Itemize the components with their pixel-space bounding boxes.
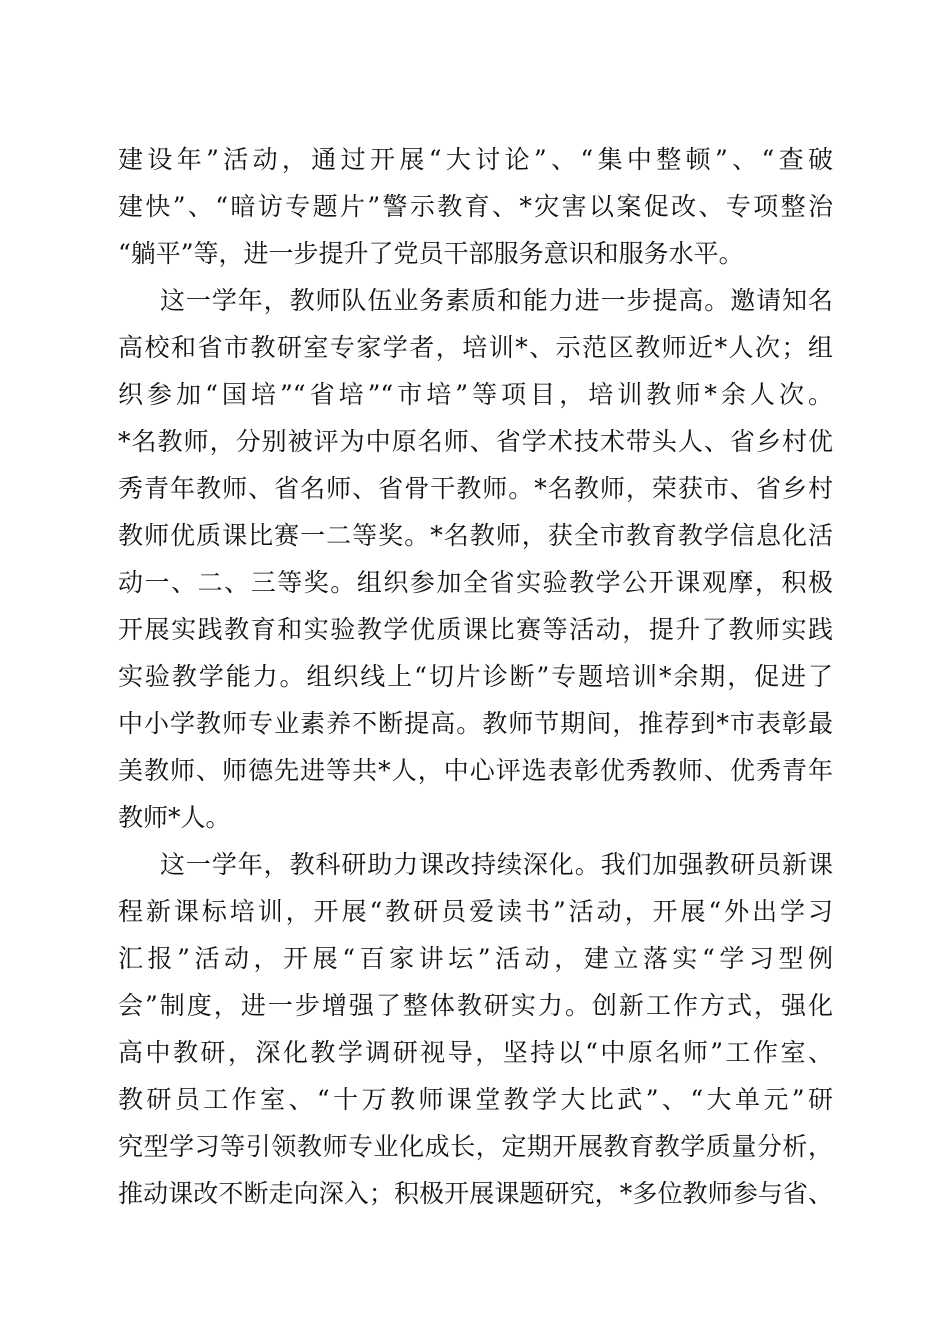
text-line: “躺平”等，进一步提升了党员干部服务意识和服务水平。 bbox=[118, 239, 744, 268]
text-line: 美教师、师德先进等共*人，中心评选表彰优秀教师、优秀青年 bbox=[118, 756, 833, 785]
text-line: *名教师，分别被评为中原名师、省学术技术带头人、省乡村优 bbox=[118, 427, 833, 456]
text-line: 教研员工作室、“十万教师课堂教学大比武”、“大单元”研 bbox=[118, 1085, 833, 1114]
text-line: 教师*人。 bbox=[118, 803, 231, 832]
text-line: 这一学年，教师队伍业务素质和能力进一步提高。邀请知名 bbox=[160, 286, 833, 315]
text-line: 高校和省市教研室专家学者，培训*、示范区教师近*人次；组 bbox=[118, 333, 833, 362]
text-line: 究型学习等引领教师专业化成长，定期开展教育教学质量分析， bbox=[118, 1132, 833, 1161]
text-line: 开展实践教育和实验教学优质课比赛等活动，提升了教师实践 bbox=[118, 615, 833, 644]
text-line: 高中教研，深化教学调研视导，坚持以“中原名师”工作室、 bbox=[118, 1038, 833, 1067]
text-line: 建设年”活动，通过开展“大讨论”、“集中整顿”、“查破 bbox=[118, 145, 833, 174]
text-line: 中小学教师专业素养不断提高。教师节期间，推荐到*市表彰最 bbox=[118, 709, 833, 738]
text-line: 汇报”活动，开展“百家讲坛”活动，建立落实“学习型例 bbox=[118, 944, 833, 973]
text-line: 这一学年，教科研助力课改持续深化。我们加强教研员新课 bbox=[160, 850, 833, 879]
text-line: 动一、二、三等奖。组织参加全省实验教学公开课观摩，积极 bbox=[118, 568, 833, 597]
text-line: 程新课标培训，开展“教研员爱读书”活动，开展“外出学习 bbox=[118, 897, 833, 926]
text-line: 会”制度，进一步增强了整体教研实力。创新工作方式，强化 bbox=[118, 991, 833, 1020]
text-line: 建快”、“暗访专题片”警示教育、*灾害以案促改、专项整治 bbox=[118, 192, 833, 221]
text-line: 推动课改不断走向深入；积极开展课题研究，*多位教师参与省、 bbox=[118, 1179, 833, 1208]
text-line: 秀青年教师、省名师、省骨干教师。*名教师，荣获市、省乡村 bbox=[118, 474, 833, 503]
text-line: 教师优质课比赛一二等奖。*名教师，获全市教育教学信息化活 bbox=[118, 521, 833, 550]
text-line: 实验教学能力。组织线上“切片诊断”专题培训*余期，促进了 bbox=[118, 662, 833, 691]
text-line: 织参加“国培”“省培”“市培”等项目，培训教师*余人次。 bbox=[118, 380, 833, 409]
